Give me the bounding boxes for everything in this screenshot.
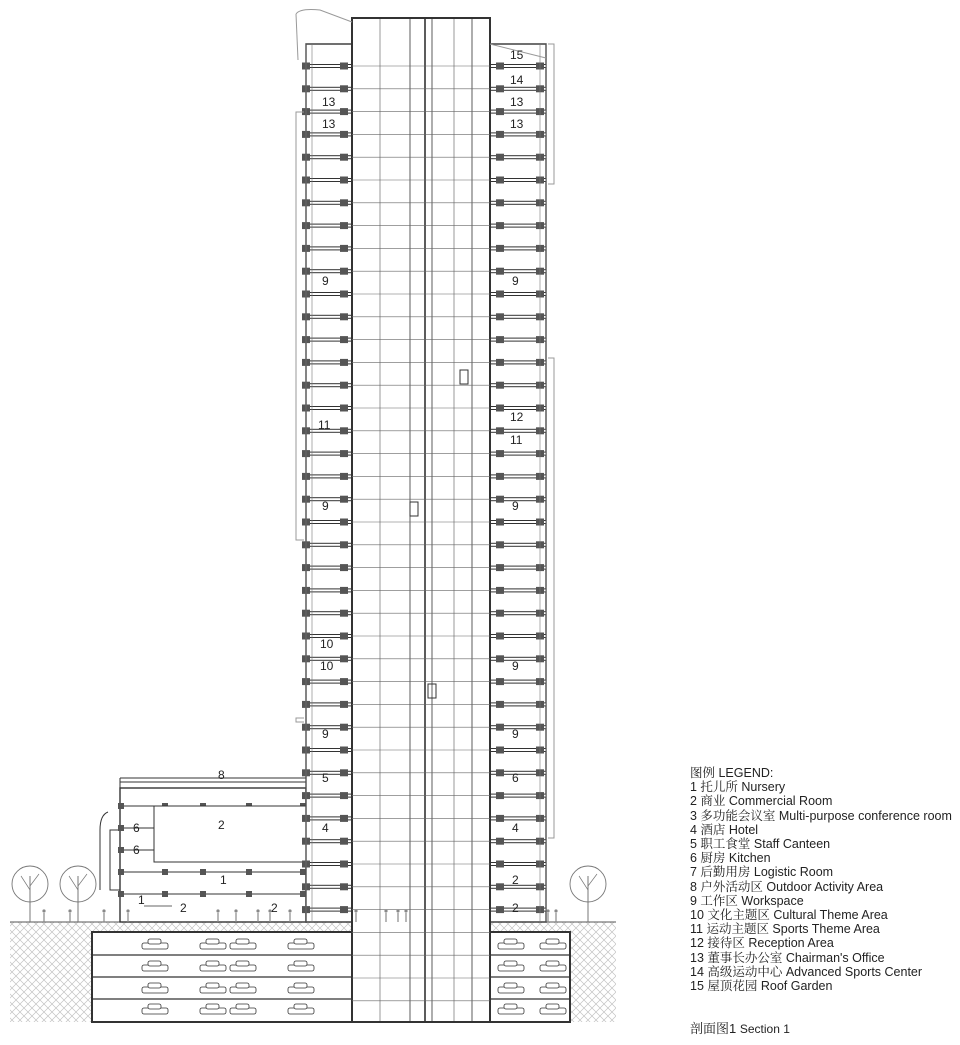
column — [340, 268, 348, 275]
car-roof — [294, 1004, 307, 1009]
label-14: 14 — [510, 73, 524, 87]
car-roof — [294, 939, 307, 944]
legend-item: 1 托儿所 Nursery — [690, 780, 786, 795]
car-roof — [236, 961, 249, 966]
legend-item: 9 工作区 Workspace — [690, 893, 804, 908]
column — [162, 869, 168, 875]
column — [340, 838, 348, 845]
column — [496, 701, 504, 708]
person-head — [234, 909, 237, 912]
car-roof — [504, 939, 517, 944]
column — [340, 427, 348, 434]
column — [496, 861, 504, 868]
legend-item: 4 酒店 Hotel — [690, 822, 759, 837]
label-12: 12 — [510, 410, 524, 424]
column — [340, 587, 348, 594]
label-9: 9 — [322, 274, 329, 288]
column — [496, 131, 504, 138]
car-roof — [148, 939, 161, 944]
column — [340, 792, 348, 799]
label-9: 9 — [322, 727, 329, 741]
column — [496, 747, 504, 754]
legend-title: 图例 LEGEND: — [690, 766, 774, 780]
label-2: 2 — [180, 901, 187, 915]
column — [496, 291, 504, 298]
column — [496, 245, 504, 252]
column — [340, 382, 348, 389]
column — [340, 541, 348, 548]
column — [496, 199, 504, 206]
car-roof — [504, 961, 517, 966]
column — [300, 891, 306, 897]
column — [118, 803, 124, 809]
person-head — [396, 909, 399, 912]
legend-item: 6 厨房 Kitchen — [690, 851, 771, 866]
column — [496, 359, 504, 366]
column — [496, 154, 504, 161]
label-13: 13 — [322, 117, 336, 131]
car-roof — [148, 961, 161, 966]
car-roof — [546, 1004, 559, 1009]
car-roof — [236, 939, 249, 944]
column — [340, 108, 348, 115]
column — [340, 906, 348, 913]
column — [118, 869, 124, 875]
car-roof — [546, 961, 559, 966]
column — [118, 891, 124, 897]
column — [118, 825, 124, 831]
label-10: 10 — [320, 637, 334, 651]
label-6: 6 — [512, 771, 519, 785]
label-1: 1 — [220, 873, 227, 887]
column — [118, 847, 124, 853]
person-head — [216, 909, 219, 912]
car-roof — [294, 983, 307, 988]
person-head — [68, 909, 71, 912]
core — [352, 18, 490, 1022]
column — [340, 63, 348, 70]
column — [340, 473, 348, 480]
person-head — [384, 909, 387, 912]
caption-cn: 剖面图1 — [690, 1021, 737, 1036]
column — [340, 131, 348, 138]
column — [340, 678, 348, 685]
column — [340, 405, 348, 412]
label-9: 9 — [322, 499, 329, 513]
column — [340, 769, 348, 776]
label-2: 2 — [218, 818, 225, 832]
label-9: 9 — [512, 727, 519, 741]
car-roof — [504, 983, 517, 988]
column — [496, 769, 504, 776]
column — [496, 473, 504, 480]
column — [496, 815, 504, 822]
car-roof — [148, 1004, 161, 1009]
car-roof — [236, 983, 249, 988]
person-head — [42, 909, 45, 912]
car-roof — [546, 983, 559, 988]
legend-item: 13 董事长办公室 Chairman's Office — [690, 950, 885, 965]
column — [162, 891, 168, 897]
label-13: 13 — [322, 95, 336, 109]
column — [496, 724, 504, 731]
label-9: 9 — [512, 274, 519, 288]
label-2: 2 — [512, 901, 519, 915]
column — [496, 450, 504, 457]
label-6: 6 — [133, 843, 140, 857]
label-8: 8 — [218, 768, 225, 782]
column — [496, 541, 504, 548]
column — [340, 291, 348, 298]
label-13: 13 — [510, 95, 524, 109]
legend-item: 8 户外活动区 Outdoor Activity Area — [690, 879, 884, 894]
car-roof — [206, 1004, 219, 1009]
column — [496, 883, 504, 890]
column — [496, 906, 504, 913]
column — [340, 496, 348, 503]
column — [340, 701, 348, 708]
column — [496, 405, 504, 412]
label-1: 1 — [138, 893, 145, 907]
column — [496, 108, 504, 115]
person-head — [256, 909, 259, 912]
column — [496, 564, 504, 571]
column — [340, 564, 348, 571]
column — [340, 245, 348, 252]
column — [496, 427, 504, 434]
column — [496, 222, 504, 229]
legend-item: 12 接待区 Reception Area — [690, 936, 834, 951]
person-head — [288, 909, 291, 912]
caption-en: Section 1 — [739, 1022, 790, 1036]
column — [496, 792, 504, 799]
column — [200, 891, 206, 897]
car-roof — [294, 961, 307, 966]
commercial-hall — [154, 806, 306, 862]
label-6: 6 — [133, 821, 140, 835]
label-15: 15 — [510, 48, 524, 62]
legend-item: 11 运动主题区 Sports Theme Area — [690, 922, 880, 937]
label-5: 5 — [322, 771, 329, 785]
label-10: 10 — [320, 659, 334, 673]
column — [496, 177, 504, 184]
column — [496, 382, 504, 389]
column — [300, 869, 306, 875]
car-roof — [236, 1004, 249, 1009]
column — [340, 199, 348, 206]
column — [496, 633, 504, 640]
column — [496, 587, 504, 594]
column — [340, 177, 348, 184]
column — [496, 519, 504, 526]
legend-item: 2 商业 Commercial Room — [690, 794, 833, 809]
legend-item: 5 职工食堂 Staff Canteen — [690, 837, 831, 852]
column — [246, 891, 252, 897]
column — [340, 85, 348, 92]
column — [496, 85, 504, 92]
column — [340, 610, 348, 617]
legend-item: 3 多功能会议室 Multi-purpose conference room — [690, 808, 952, 823]
legend — [690, 766, 952, 993]
person-head — [126, 909, 129, 912]
column — [200, 869, 206, 875]
car-roof — [206, 983, 219, 988]
section-caption — [690, 1018, 790, 1037]
legend-item: 7 后勤用房 Logistic Room — [690, 865, 834, 880]
column — [340, 861, 348, 868]
label-4: 4 — [512, 821, 519, 835]
label-9: 9 — [512, 499, 519, 513]
label-4: 4 — [322, 821, 329, 835]
person-head — [102, 909, 105, 912]
column — [340, 154, 348, 161]
column — [340, 519, 348, 526]
column — [496, 313, 504, 320]
column — [340, 633, 348, 640]
car-roof — [206, 939, 219, 944]
column — [496, 655, 504, 662]
legend-item: 15 屋顶花园 Roof Garden — [690, 979, 833, 994]
column — [496, 336, 504, 343]
column — [246, 869, 252, 875]
label-2: 2 — [271, 901, 278, 915]
column — [496, 610, 504, 617]
person-head — [554, 909, 557, 912]
car-roof — [148, 983, 161, 988]
label-11: 11 — [318, 418, 331, 432]
column — [340, 724, 348, 731]
label-9: 9 — [512, 659, 519, 673]
label-11: 11 — [510, 433, 523, 447]
column — [340, 815, 348, 822]
column — [496, 678, 504, 685]
car-roof — [206, 961, 219, 966]
column — [340, 747, 348, 754]
label-13: 13 — [510, 117, 524, 131]
column — [496, 838, 504, 845]
car-roof — [546, 939, 559, 944]
column — [496, 268, 504, 275]
car-roof — [504, 1004, 517, 1009]
person-head — [354, 909, 357, 912]
column — [340, 313, 348, 320]
column — [496, 63, 504, 70]
person-head — [404, 909, 407, 912]
legend-item: 14 高级运动中心 Advanced Sports Center — [690, 964, 923, 979]
legend-item: 10 文化主题区 Cultural Theme Area — [690, 908, 888, 923]
column — [340, 359, 348, 366]
column — [340, 883, 348, 890]
person-head — [546, 909, 549, 912]
column — [340, 655, 348, 662]
column — [340, 450, 348, 457]
column — [496, 496, 504, 503]
column — [340, 336, 348, 343]
label-2: 2 — [512, 873, 519, 887]
column — [340, 222, 348, 229]
